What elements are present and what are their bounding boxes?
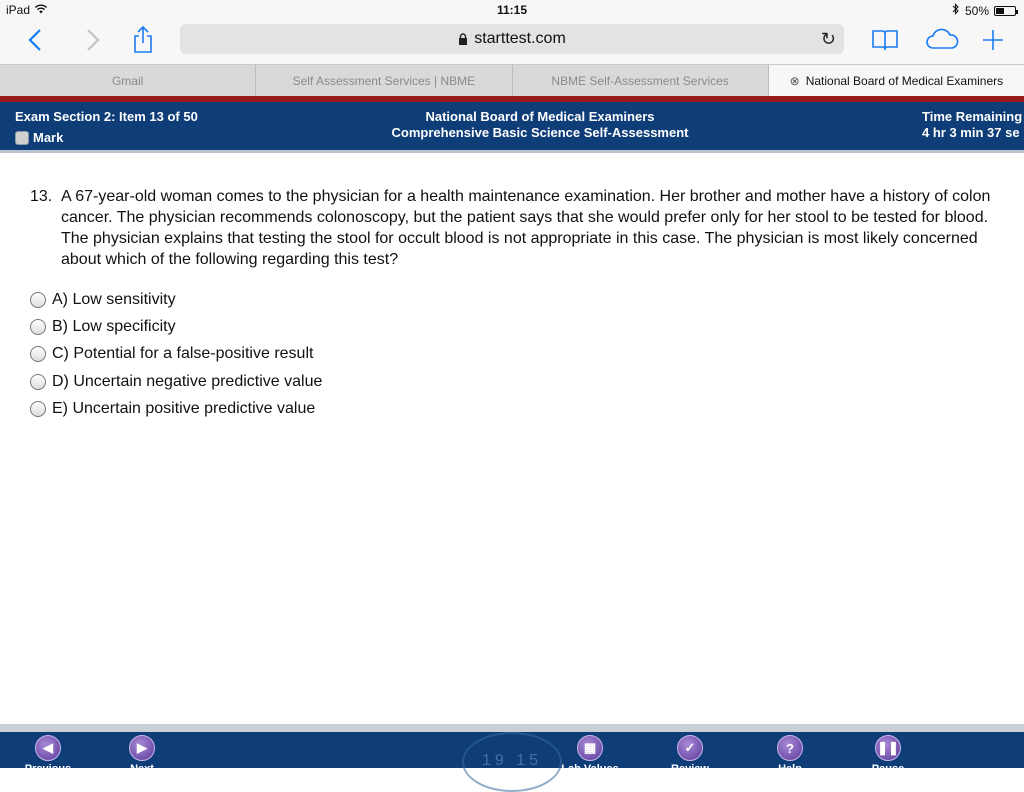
answer-option-d[interactable] [30, 368, 322, 395]
review-label: Review [671, 763, 709, 775]
option-label: B) Low specificity [52, 317, 176, 335]
radio-button[interactable] [30, 292, 46, 308]
book-icon [871, 28, 899, 52]
previous-label: Previous [24, 763, 72, 775]
lab-values-icon: ▦ [577, 735, 603, 761]
battery-percent: 50% [964, 3, 989, 18]
tab-nbme-active[interactable] [769, 65, 1024, 96]
forward-button[interactable] [80, 24, 106, 56]
radio-button[interactable] [30, 346, 46, 362]
time-remaining-label: Time Remaining [922, 109, 1023, 124]
bluetooth-icon [952, 3, 960, 18]
answer-option-b[interactable] [30, 313, 322, 340]
exam-section-label: Exam Section 2: Item 13 of 50 [15, 109, 198, 124]
exam-header-right [922, 109, 1022, 141]
tab-label: NBME Self-Assessment Services [551, 73, 729, 88]
footer-divider [0, 724, 1024, 732]
exam-header [0, 102, 1024, 150]
check-icon: ✓ [677, 735, 703, 761]
tab-bar [0, 64, 1024, 96]
org-name: National Board of Medical Examiners [425, 109, 655, 124]
pause-icon: ❚❚ [875, 735, 901, 761]
tab-nbme-self-assessment[interactable] [513, 65, 769, 96]
new-tab-button[interactable] [980, 24, 1006, 56]
battery-fill [996, 8, 1004, 14]
time-remaining-value: 4 hr 3 min 37 se [922, 125, 1020, 140]
browser-toolbar [0, 20, 1024, 64]
back-button[interactable] [22, 24, 48, 56]
share-icon [132, 26, 154, 54]
exam-header-center [330, 109, 750, 141]
plus-icon [982, 29, 1004, 51]
chevron-right-icon [86, 28, 100, 52]
status-time: 11:15 [496, 3, 528, 17]
help-button[interactable] [760, 735, 820, 775]
tab-label: Self Assessment Services | NBME [292, 73, 476, 88]
question-stem [30, 186, 1010, 270]
lock-icon [458, 33, 468, 45]
icloud-tabs-button[interactable] [924, 24, 960, 56]
reload-icon[interactable]: ↻ [820, 29, 836, 49]
share-button[interactable] [130, 24, 156, 56]
answer-option-a[interactable] [30, 286, 322, 313]
battery-icon [994, 6, 1016, 16]
mark-checkbox[interactable] [15, 130, 198, 145]
tab-label: Gmail [111, 73, 144, 88]
answer-option-c[interactable] [30, 341, 322, 368]
device-name: iPad [6, 3, 31, 17]
address-bar[interactable] [180, 24, 844, 54]
status-right [952, 3, 1016, 18]
radio-button[interactable] [30, 319, 46, 335]
answer-option-e[interactable] [30, 395, 322, 422]
mark-label: Mark [33, 130, 64, 145]
exam-name: Comprehensive Basic Science Self-Assessment [391, 125, 689, 140]
arrow-right-icon: ▶ [129, 735, 155, 761]
checkbox-icon [15, 131, 29, 145]
pause-button[interactable] [858, 735, 918, 775]
cloud-icon [925, 28, 959, 52]
tab-gmail[interactable] [0, 65, 256, 96]
seal-text: 19 15 [481, 752, 543, 769]
pause-label: Pause [871, 763, 905, 775]
help-icon: ? [777, 735, 803, 761]
review-button[interactable] [660, 735, 720, 775]
bookmarks-button[interactable] [870, 24, 900, 56]
url-text: starttest.com [474, 30, 566, 47]
answer-options [30, 286, 322, 422]
next-label: Next [130, 763, 154, 775]
next-button[interactable] [112, 735, 172, 775]
tab-self-assessment-services[interactable] [256, 65, 512, 96]
exam-footer [0, 732, 1024, 775]
option-label: A) Low sensitivity [52, 290, 176, 308]
status-bar [0, 0, 1024, 20]
lab-values-button[interactable] [560, 735, 620, 775]
nbme-seal-logo [462, 732, 562, 792]
radio-button[interactable] [30, 374, 46, 390]
exam-header-left [15, 109, 198, 145]
option-label: C) Potential for a false-positive result [52, 345, 314, 363]
chevron-left-icon [28, 28, 42, 52]
option-label: D) Uncertain negative predictive value [52, 372, 323, 390]
question-text: A 67-year-old woman comes to the physician for a health maintenance examination. Her brother and mother have a history of colon cancer. The physician recommends colonoscopy, but the patient says that she would prefer only for her stool to be tested for blood. The physician explains that testing the stool for occult blood is not appropriate in this case. The physician is most likely concerned about which of the following regarding this test? [61, 188, 991, 268]
header-divider [0, 150, 1024, 153]
tab-label: National Board of Medical Examiners [805, 73, 1004, 88]
option-label: E) Uncertain positive predictive value [52, 399, 316, 417]
lab-values-label: Lab Values [561, 763, 619, 775]
previous-button[interactable] [18, 735, 78, 775]
arrow-left-icon: ◀ [35, 735, 61, 761]
radio-button[interactable] [30, 401, 46, 417]
question-number: 13. [30, 188, 53, 205]
close-tab-icon[interactable]: ⊗ [789, 73, 800, 88]
help-label: Help [778, 763, 802, 775]
